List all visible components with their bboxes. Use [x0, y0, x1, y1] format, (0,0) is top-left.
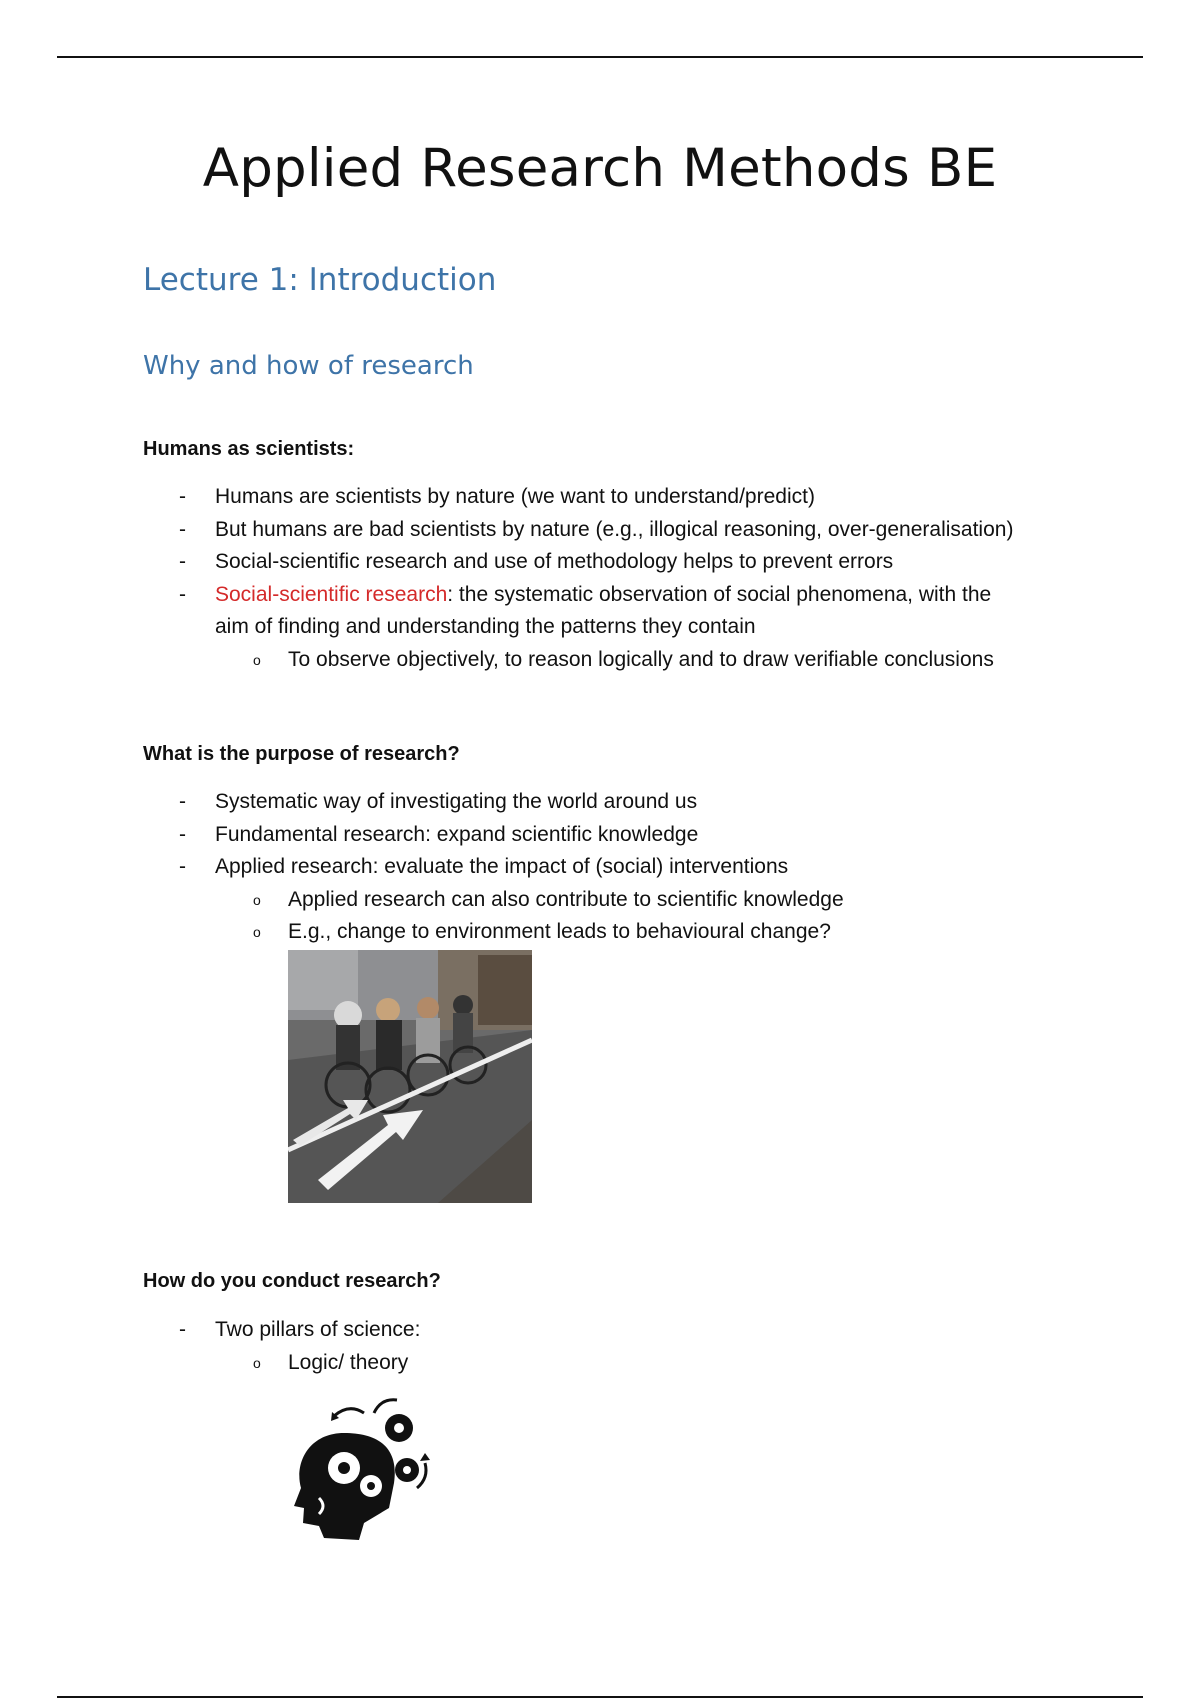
list-item-text: Social-scientific research and use of methodology helps to prevent errors — [215, 550, 894, 573]
list-item — [143, 1314, 1083, 1347]
bullet-circle: o — [253, 891, 261, 908]
list-item — [143, 819, 1083, 852]
list-item — [143, 851, 1083, 884]
bullet-dash: - — [179, 485, 186, 508]
head-gears-icon — [289, 1388, 434, 1548]
bullet-circle: o — [253, 651, 261, 668]
document-title: Applied Research Methods BE — [202, 138, 998, 199]
cyclists-photo-drawing — [288, 950, 532, 1203]
list-item-text: But humans are bad scientists by nature (e.g., illogical reasoning, over-generalisation) — [215, 517, 1014, 541]
lecture-heading: Lecture 1: Introduction — [143, 262, 497, 298]
list-item-text: Logic/ theory — [288, 1350, 409, 1374]
list-item — [143, 514, 1083, 547]
section-label-humans: Humans as scientists: — [143, 438, 355, 460]
bullet-dash: - — [179, 1318, 186, 1341]
list-item — [143, 786, 1083, 819]
bullet-dash: - — [179, 550, 186, 573]
list-item — [143, 481, 1083, 514]
bullet-dash: - — [179, 517, 186, 541]
section-heading: Why and how of research — [143, 351, 474, 381]
list-item-text: E.g., change to environment leads to behavioural change? — [288, 920, 831, 943]
list-item — [143, 644, 1083, 677]
list-item — [143, 916, 1083, 949]
bullet-circle: o — [253, 1354, 261, 1371]
list-item-text: Applied research: evaluate the impact of (social) interventions — [215, 855, 789, 878]
section-label-purpose: What is the purpose of research? — [143, 743, 460, 765]
key-term: Social-scientific research — [215, 582, 448, 606]
list-item-text: To observe objectively, to reason logically and to draw verifiable conclusions — [288, 647, 994, 671]
bullet-circle: o — [253, 924, 261, 940]
bullet-dash: - — [179, 822, 186, 846]
list-item-text: Applied research can also contribute to scientific knowledge — [288, 887, 844, 911]
list-conduct — [143, 1314, 1083, 1379]
list-item-text: Two pillars of science: — [215, 1318, 421, 1341]
bottom-rule — [57, 1696, 1143, 1698]
bullet-dash: - — [179, 790, 186, 813]
list-item — [143, 579, 1083, 644]
list-item-text: : the systematic observation of social phenomena, with the aim of finding and understanding the patterns they contain — [215, 582, 992, 638]
list-item-text: Systematic way of investigating the world around us — [215, 790, 698, 813]
list-item-text: Fundamental research: expand scientific knowledge — [215, 822, 699, 846]
bullet-dash: - — [179, 582, 186, 606]
list-item — [143, 884, 1083, 917]
list-item-text: Humans are scientists by nature (we want to understand/predict) — [215, 485, 815, 508]
list-item — [143, 546, 1083, 579]
cyclists-bike-lane-photo — [288, 950, 532, 1203]
section-label-conduct: How do you conduct research? — [143, 1270, 441, 1292]
top-rule — [57, 56, 1143, 58]
list-purpose — [143, 786, 1083, 949]
bullet-dash: - — [179, 855, 186, 878]
list-item — [143, 1347, 1083, 1380]
list-humans — [143, 481, 1083, 676]
